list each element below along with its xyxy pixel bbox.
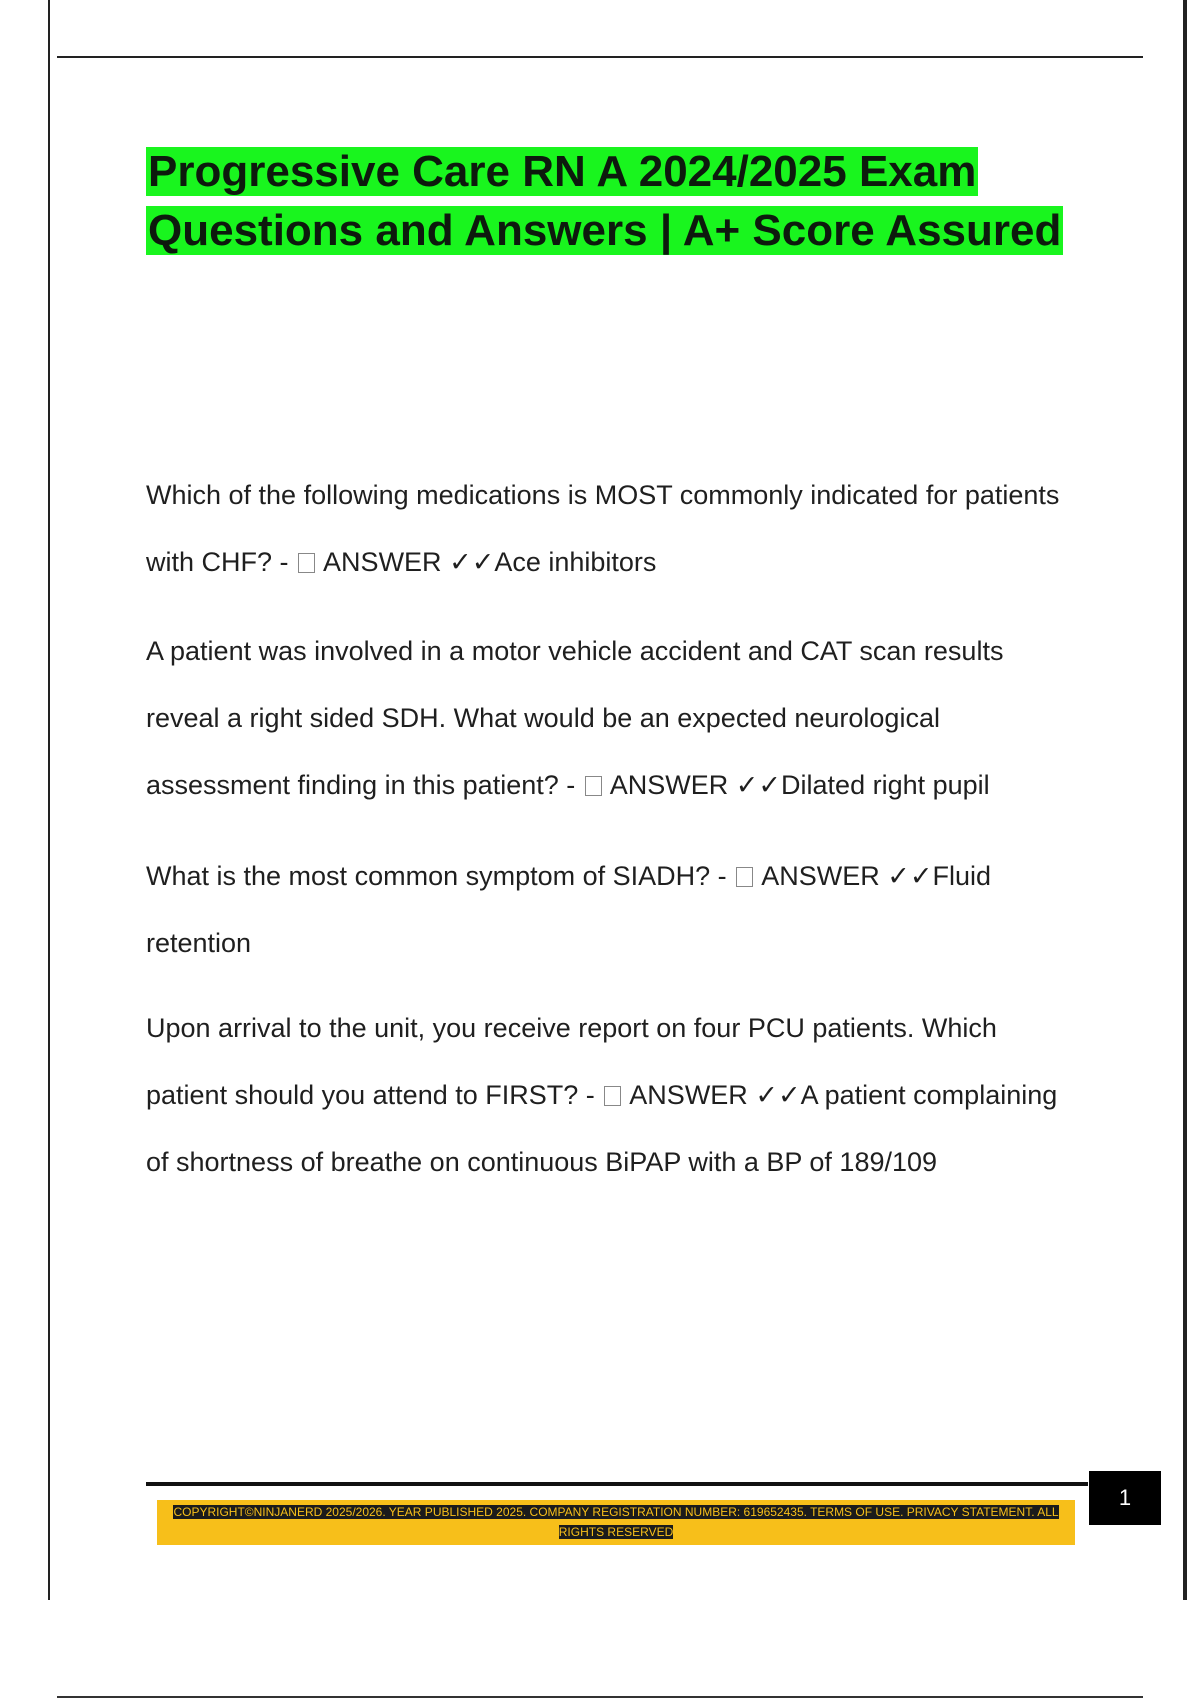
header-rule <box>57 56 1143 58</box>
checkmark-icon: ✓✓ <box>735 770 782 800</box>
qa-item <box>146 995 1076 1196</box>
answer-text: Dilated right pupil <box>781 770 990 800</box>
checkbox-glyph-icon <box>736 867 753 887</box>
document-title <box>146 142 1086 260</box>
document-title-text: Progressive Care RN A 2024/2025 Exam Questions and Answers | A+ Score Assured <box>148 147 1062 255</box>
qa-item <box>146 843 1076 977</box>
answer-label: ANSWER <box>609 770 729 800</box>
answer-label: ANSWER <box>629 1080 748 1110</box>
next-page-rule <box>57 1696 1143 1698</box>
checkbox-glyph-icon <box>298 553 315 573</box>
copyright-notice <box>168 1502 1064 1542</box>
question-text: Which of the following medications is MOST commonly indicated for patients with CHF? - <box>146 480 1060 577</box>
question-text: Upon arrival to the unit, you receive report on four PCU patients. Which patient should you attend to FIRST? - <box>146 1013 997 1110</box>
answer-text: Ace inhibitors <box>494 547 657 577</box>
copyright-text: COPYRIGHT©NINJANERD 2025/2026. YEAR PUBLISHED 2025. COMPANY REGISTRATION NUMBER: 619652435. TERMS OF USE. PRIVACY STATEMENT. ALL RIGHTS RESERVED <box>173 1505 1059 1539</box>
answer-text: A patient complaining of shortness of breathe on continuous BiPAP with a BP of 189/109 <box>146 1080 1058 1177</box>
page-border-right <box>1183 0 1187 1600</box>
answer-label: ANSWER <box>323 547 442 577</box>
answer-label: ANSWER <box>761 861 880 891</box>
checkbox-glyph-icon <box>585 776 602 796</box>
checkbox-glyph-icon <box>604 1086 621 1106</box>
checkmark-icon: ✓✓ <box>449 547 495 577</box>
footer-rule <box>146 1482 1088 1486</box>
answer-text: Fluid retention <box>146 861 992 958</box>
page-border-left <box>48 0 50 1600</box>
qa-item <box>146 462 1076 596</box>
question-text: What is the most common symptom of SIADH? - <box>146 861 727 891</box>
qa-item <box>146 618 1076 819</box>
checkmark-icon: ✓✓ <box>887 861 933 891</box>
page-number: 1 <box>1089 1471 1161 1525</box>
question-text: A patient was involved in a motor vehicle accident and CAT scan results reveal a right sided SDH. What would be an expected neurological assessment finding in this patient? - <box>146 636 1004 800</box>
checkmark-icon: ✓✓ <box>755 1080 801 1110</box>
